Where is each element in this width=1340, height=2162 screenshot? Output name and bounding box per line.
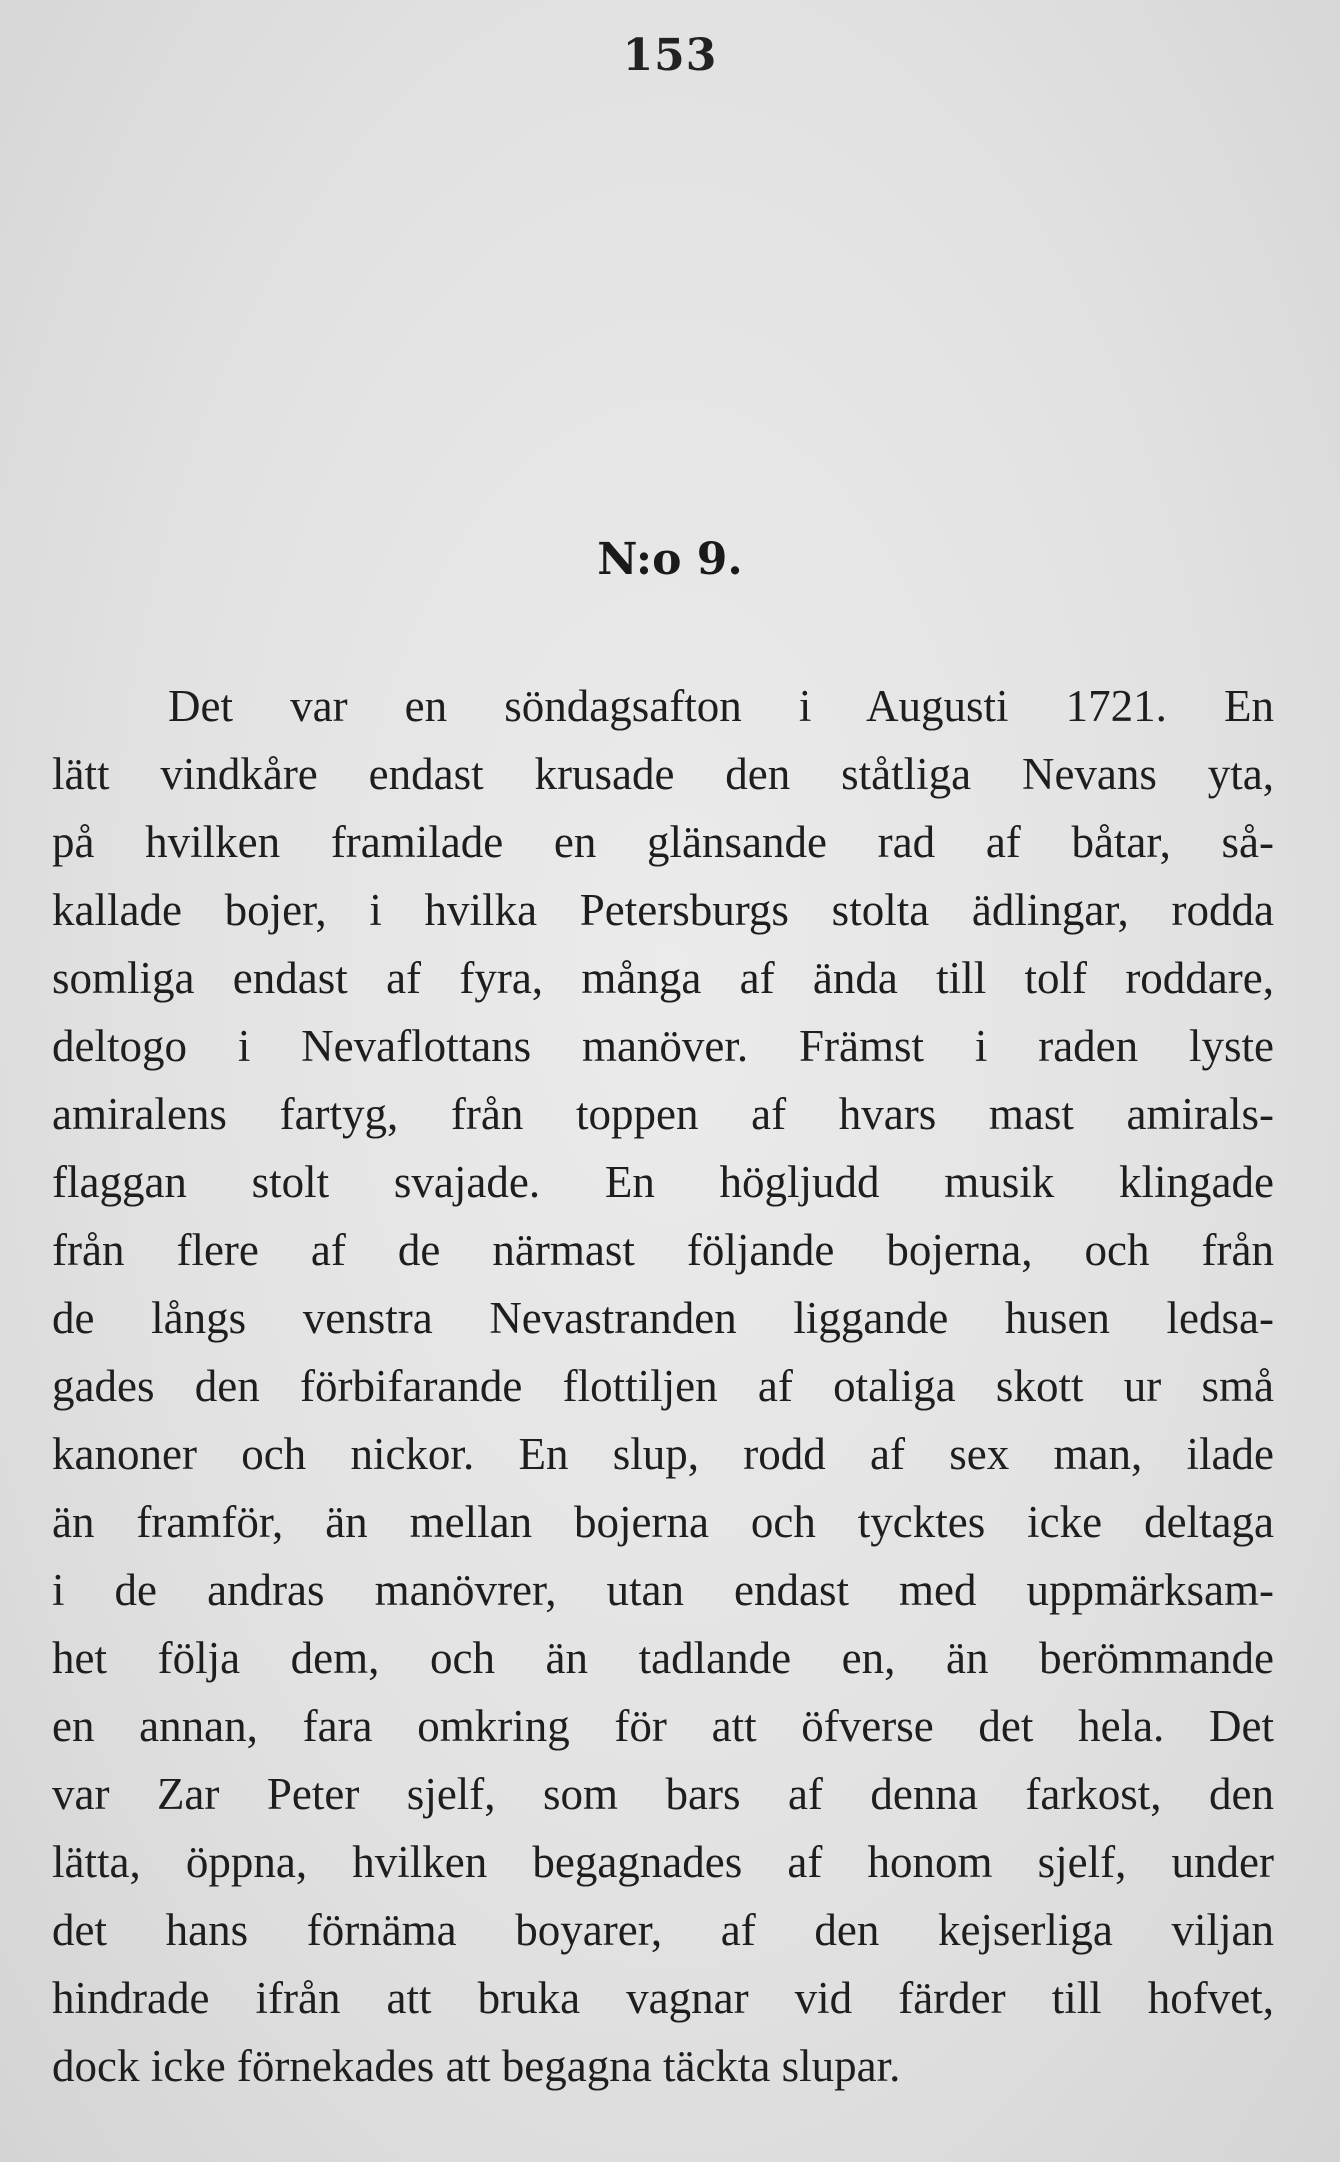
text-line: från flere af de närmast följande bojerna, och från: [52, 1225, 1274, 1275]
text-line: lätt vindkåre endast krusade den ståtliga Nevans yta,: [52, 749, 1274, 799]
chapter-heading: N:o 9.: [597, 534, 743, 585]
body-text: [52, 672, 1274, 2100]
text-line: Det var en söndagsafton i Augusti 1721. En: [168, 681, 1274, 731]
text-line: kallade bojer, i hvilka Petersburgs stolta ädlingar, rodda: [52, 885, 1274, 935]
text-line: var Zar Peter sjelf, som bars af denna farkost, den: [52, 1769, 1274, 1819]
text-line: än framför, än mellan bojerna och tycktes icke deltaga: [52, 1497, 1274, 1547]
page-number: 153: [622, 30, 718, 81]
text-line: gades den förbifarande flottiljen af otaliga skott ur små: [52, 1361, 1274, 1411]
text-line: kanoner och nickor. En slup, rodd af sex man, ilade: [52, 1429, 1274, 1479]
text-line: i de andras manövrer, utan endast med uppmärksam-: [52, 1565, 1274, 1615]
text-line: de långs venstra Nevastranden liggande husen ledsa-: [52, 1293, 1274, 1343]
text-line: det hans förnäma boyarer, af den kejserliga viljan: [52, 1905, 1274, 1955]
text-line: flaggan stolt svajade. En högljudd musik klingade: [52, 1157, 1274, 1207]
text-line: lätta, öppna, hvilken begagnades af honom sjelf, under: [52, 1837, 1274, 1887]
text-line: deltogo i Nevaflottans manöver. Främst i raden lyste: [52, 1021, 1274, 1071]
text-line: en annan, fara omkring för att öfverse det hela. Det: [52, 1701, 1274, 1751]
text-line: somliga endast af fyra, många af ända till tolf roddare,: [52, 953, 1274, 1003]
text-line: amiralens fartyg, från toppen af hvars mast amirals-: [52, 1089, 1274, 1139]
text-line: het följa dem, och än tadlande en, än berömmande: [52, 1633, 1274, 1683]
text-line: dock icke förnekades att begagna täckta slupar.: [52, 2041, 901, 2091]
text-line: hindrade ifrån att bruka vagnar vid färder till hofvet,: [52, 1973, 1274, 2023]
text-line: på hvilken framilade en glänsande rad af båtar, så-: [52, 817, 1274, 867]
